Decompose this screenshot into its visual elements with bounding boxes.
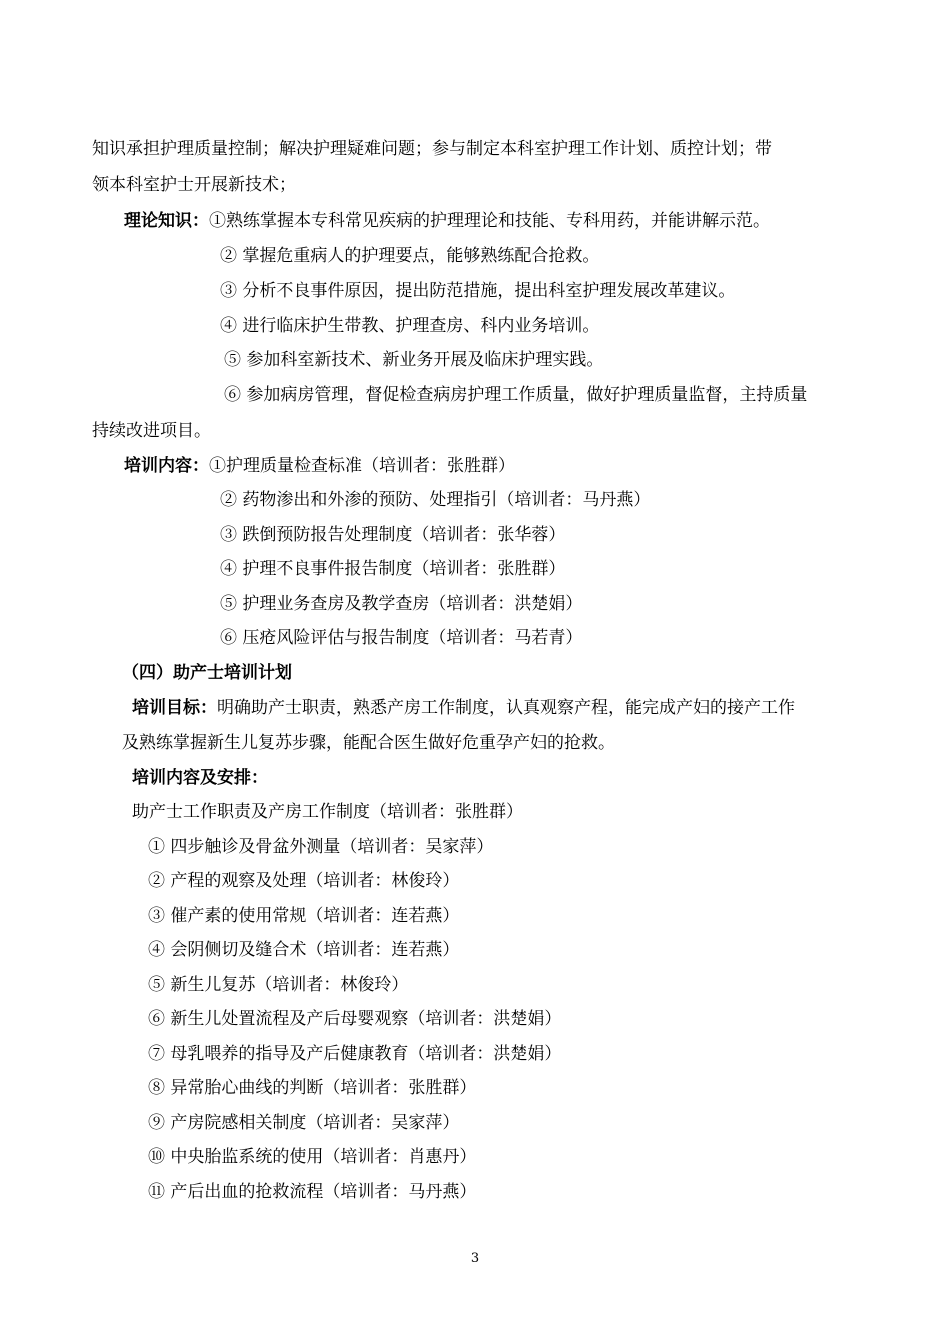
training-item-3: ③ 跌倒预防报告处理制度（培训者：张华蓉）	[220, 525, 566, 545]
theory-item-4: ④ 进行临床护生带教、护理查房、科内业务培训。	[220, 316, 600, 336]
theory-item-1: ①熟练掌握本专科常见疾病的护理理论和技能、专科用药，并能讲解示范。	[209, 211, 770, 231]
midwife-item-9: ⑨ 产房院感相关制度（培训者：吴家萍）	[148, 1113, 460, 1133]
training-item-2: ② 药物渗出和外渗的预防、处理指引（培训者：马丹燕）	[220, 490, 651, 510]
midwife-goal	[132, 697, 795, 719]
theory-item-3: ③ 分析不良事件原因，提出防范措施，提出科室护理发展改革建议。	[220, 281, 736, 301]
midwife-schedule-label: 培训内容及安排：	[132, 768, 268, 788]
midwife-item-8: ⑧ 异常胎心曲线的判断（培训者：张胜群）	[148, 1078, 477, 1098]
midwife-schedule-intro: 助产士工作职责及产房工作制度（培训者：张胜群）	[132, 802, 523, 822]
midwife-item-2: ② 产程的观察及处理（培训者：林俊玲）	[148, 871, 460, 891]
midwife-heading: （四）助产士培训计划	[122, 663, 292, 683]
intro-line-1: 知识承担护理质量控制；解决护理疑难问题；参与制定本科室护理工作计划、质控计划；带	[92, 139, 772, 159]
midwife-item-3: ③ 催产素的使用常规（培训者：连若燕）	[148, 906, 460, 926]
theory-item-2: ② 掌握危重病人的护理要点，能够熟练配合抢救。	[220, 246, 600, 266]
page-number: 3	[470, 1251, 480, 1266]
theory-item-5: ⑤ 参加科室新技术、新业务开展及临床护理实践。	[224, 350, 604, 370]
theory-continuation: 持续改进项目。	[92, 421, 211, 441]
midwife-item-5: ⑤ 新生儿复苏（培训者：林俊玲）	[148, 975, 409, 995]
theory-label: 理论知识：	[124, 211, 209, 231]
training-item-5: ⑤ 护理业务查房及教学查房（培训者：洪楚娟）	[220, 594, 583, 614]
training-section	[124, 455, 515, 477]
midwife-goal-continuation: 及熟练掌握新生儿复苏步骤，能配合医生做好危重孕产妇的抢救。	[122, 733, 615, 753]
intro-line-2: 领本科室护士开展新技术；	[92, 175, 296, 195]
midwife-item-1: ① 四步触诊及骨盆外测量（培训者：吴家萍）	[148, 837, 494, 857]
training-item-1: ①护理质量检查标准（培训者：张胜群）	[209, 456, 515, 476]
midwife-item-4: ④ 会阴侧切及缝合术（培训者：连若燕）	[148, 940, 460, 960]
midwife-goal-text: 明确助产士职责，熟悉产房工作制度，认真观察产程，能完成产妇的接产工作	[217, 698, 795, 718]
training-item-4: ④ 护理不良事件报告制度（培训者：张胜群）	[220, 559, 566, 579]
theory-section	[124, 210, 770, 232]
midwife-goal-label: 培训目标：	[132, 698, 217, 718]
midwife-item-11: ⑪ 产后出血的抢救流程（培训者：马丹燕）	[148, 1182, 477, 1202]
midwife-item-10: ⑩ 中央胎监系统的使用（培训者：肖惠丹）	[148, 1147, 477, 1167]
theory-item-6: ⑥ 参加病房管理，督促检查病房护理工作质量，做好护理质量监督，主持质量	[224, 385, 808, 405]
midwife-item-7: ⑦ 母乳喂养的指导及产后健康教育（培训者：洪楚娟）	[148, 1044, 562, 1064]
training-item-6: ⑥ 压疮风险评估与报告制度（培训者：马若青）	[220, 628, 583, 648]
midwife-item-6: ⑥ 新生儿处置流程及产后母婴观察（培训者：洪楚娟）	[148, 1009, 562, 1029]
training-label: 培训内容：	[124, 456, 209, 476]
